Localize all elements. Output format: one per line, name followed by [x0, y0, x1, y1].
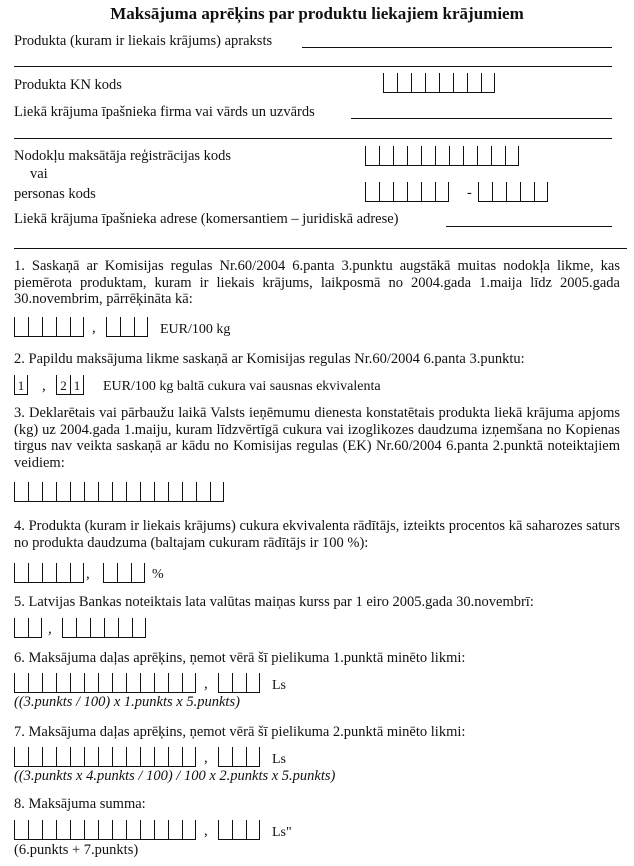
digit-cell[interactable] [132, 618, 146, 638]
digit-cell[interactable] [393, 146, 407, 166]
item-4-comma: , [86, 566, 90, 582]
digit-cell[interactable] [140, 747, 154, 767]
digit-cell[interactable] [439, 73, 453, 93]
product-description-label: Produkta (kuram ir liekais krājums) apraksts [14, 33, 273, 49]
digit-cell[interactable] [131, 563, 145, 583]
digit-cell[interactable] [126, 673, 140, 693]
digit-cell[interactable] [98, 482, 112, 502]
digit-cell[interactable] [246, 673, 260, 693]
item-1-unit: EUR/100 kg [160, 322, 231, 337]
digit-cell[interactable] [14, 563, 28, 583]
item-7-text: 7. Maksājuma daļas aprēķins, ņemot vērā šī pielikuma 2.punktā minēto likmi: [14, 724, 466, 740]
digit-cell[interactable] [435, 146, 449, 166]
digit-cell[interactable] [246, 820, 260, 840]
digit-cell[interactable] [196, 482, 210, 502]
digit-cell[interactable] [70, 747, 84, 767]
digit-cell[interactable] [104, 618, 118, 638]
digit-cell[interactable] [112, 820, 126, 840]
item-3-boxes[interactable] [14, 482, 224, 502]
digit-cell[interactable] [168, 482, 182, 502]
digit-cell[interactable] [42, 317, 56, 337]
digit-cell[interactable] [84, 747, 98, 767]
digit-cell[interactable] [42, 673, 56, 693]
digit-cell[interactable] [182, 482, 196, 502]
item-6-text: 6. Maksājuma daļas aprēķins, ņemot vērā šī pielikuma 1.punktā minēto likmi: [14, 650, 466, 666]
or-label: vai [30, 166, 48, 182]
owner-name-line-2[interactable] [14, 138, 612, 139]
digit-cell[interactable] [103, 563, 117, 583]
digit-cell[interactable] [467, 73, 481, 93]
item-2-unit: EUR/100 kg baltā cukura vai sausnas ekvivalenta [103, 379, 381, 394]
item-6-unit: Ls [272, 678, 286, 693]
form-title: Maksājuma aprēķins par produktu liekajiem krājumiem [110, 4, 524, 23]
item-6-dec-boxes[interactable] [218, 673, 260, 693]
item-4-dec-boxes[interactable] [103, 563, 145, 583]
digit-cell[interactable] [112, 482, 126, 502]
digit-cell[interactable]: 2 [56, 375, 70, 395]
digit-cell[interactable] [379, 182, 393, 202]
item-4-unit: % [152, 567, 164, 582]
item-7-int-boxes[interactable] [14, 747, 196, 767]
digit-cell[interactable] [14, 673, 28, 693]
owner-address-line-2[interactable] [14, 248, 627, 249]
item-5-text: 5. Latvijas Bankas noteiktais lata valūtas maiņas kurss par 1 eiro 2005.gada 30.novembrī: [14, 594, 534, 610]
digit-cell[interactable] [534, 182, 548, 202]
digit-cell[interactable] [210, 482, 224, 502]
digit-cell[interactable] [28, 747, 42, 767]
item-5-int-boxes[interactable] [14, 618, 42, 638]
item-7-comma: , [204, 750, 208, 766]
digit-cell[interactable] [84, 820, 98, 840]
digit-cell[interactable] [28, 317, 42, 337]
item-5-comma: , [48, 621, 52, 637]
item-6-comma: , [204, 676, 208, 692]
owner-address-line[interactable] [446, 226, 612, 227]
item-8-int-boxes[interactable] [14, 820, 196, 840]
digit-cell[interactable] [421, 182, 435, 202]
item-1-dec-boxes[interactable] [106, 317, 148, 337]
digit-cell[interactable] [154, 673, 168, 693]
digit-cell[interactable] [14, 820, 28, 840]
digit-cell[interactable] [62, 618, 76, 638]
digit-cell[interactable] [126, 482, 140, 502]
digit-cell[interactable] [505, 146, 519, 166]
item-8-text: 8. Maksājuma summa: [14, 796, 146, 812]
digit-cell[interactable] [70, 563, 84, 583]
item-5-dec-boxes[interactable] [62, 618, 146, 638]
digit-cell[interactable] [14, 482, 28, 502]
digit-cell[interactable] [28, 673, 42, 693]
item-1-int-boxes[interactable] [14, 317, 84, 337]
digit-cell[interactable] [56, 317, 70, 337]
digit-cell[interactable] [407, 146, 421, 166]
product-description-line-2[interactable] [14, 66, 612, 67]
digit-cell[interactable] [182, 673, 196, 693]
digit-cell[interactable] [154, 820, 168, 840]
digit-cell[interactable] [481, 73, 495, 93]
digit-cell[interactable] [14, 618, 28, 638]
digit-cell[interactable] [478, 182, 492, 202]
digit-cell[interactable] [118, 618, 132, 638]
digit-cell[interactable] [28, 618, 42, 638]
item-8-unit: Ls" [272, 825, 292, 840]
digit-cell[interactable] [28, 563, 42, 583]
digit-cell[interactable] [98, 673, 112, 693]
personal-code-dash: - [467, 185, 472, 201]
digit-cell[interactable] [425, 73, 439, 93]
digit-cell[interactable] [365, 146, 379, 166]
digit-cell[interactable] [407, 182, 421, 202]
digit-cell[interactable] [56, 820, 70, 840]
item-4-text: 4. Produkta (kuram ir liekais krājums) cukura ekvivalenta rādītājs, izteikts procentos kā saharozes saturs no produkta daudzuma (baltajam cukuram rādītājs ir 100 %): [14, 518, 620, 551]
digit-cell[interactable] [84, 482, 98, 502]
digit-cell[interactable] [218, 747, 232, 767]
digit-cell[interactable] [168, 747, 182, 767]
digit-cell[interactable] [76, 618, 90, 638]
item-7-formula: ((3.punkts x 4.punkts / 100) / 100 x 2.punkts x 5.punkts) [14, 768, 336, 784]
digit-cell[interactable] [42, 820, 56, 840]
digit-cell[interactable] [435, 182, 449, 202]
item-8-comma: , [204, 823, 208, 839]
digit-cell[interactable] [232, 747, 246, 767]
digit-cell[interactable] [140, 820, 154, 840]
digit-cell[interactable] [56, 747, 70, 767]
digit-cell[interactable] [383, 73, 397, 93]
owner-name-line[interactable] [351, 118, 612, 119]
digit-cell[interactable] [218, 820, 232, 840]
digit-cell[interactable]: 1 [14, 375, 28, 395]
product-description-line[interactable] [302, 47, 612, 48]
digit-cell[interactable] [449, 146, 463, 166]
digit-cell[interactable] [98, 747, 112, 767]
item-2-dec-boxes[interactable] [56, 375, 84, 395]
digit-cell[interactable] [28, 820, 42, 840]
personal-code-label: personas kods [14, 186, 96, 202]
digit-cell[interactable] [56, 563, 70, 583]
digit-cell[interactable] [477, 146, 491, 166]
digit-cell[interactable] [246, 747, 260, 767]
owner-address-label: Liekā krājuma īpašnieka adrese (komersantiem – juridiskā adrese) [14, 211, 399, 227]
item-6-formula: ((3.punkts / 100) x 1.punkts x 5.punkts) [14, 694, 240, 710]
digit-cell[interactable] [120, 317, 134, 337]
digit-cell[interactable] [168, 673, 182, 693]
digit-cell[interactable] [491, 146, 505, 166]
digit-cell[interactable] [492, 182, 506, 202]
item-2-text: 2. Papildu maksājuma likme saskaņā ar Komisijas regulas Nr.60/2004 6.panta 3.punktu: [14, 351, 525, 367]
digit-cell[interactable] [520, 182, 534, 202]
item-6-int-boxes[interactable] [14, 673, 196, 693]
item-8-formula: (6.punkts + 7.punkts) [14, 842, 139, 858]
digit-cell[interactable] [70, 482, 84, 502]
digit-cell[interactable] [112, 673, 126, 693]
item-4-int-boxes[interactable] [14, 563, 84, 583]
personal-code-boxes-a[interactable] [365, 182, 449, 202]
digit-cell[interactable] [14, 747, 28, 767]
digit-cell[interactable] [182, 747, 196, 767]
item-2-comma: , [42, 378, 46, 394]
digit-cell[interactable] [70, 820, 84, 840]
digit-cell[interactable] [126, 820, 140, 840]
tax-code-label: Nodokļu maksātāja reģistrācijas kods [14, 148, 232, 164]
digit-cell[interactable] [70, 317, 84, 337]
digit-cell[interactable] [232, 673, 246, 693]
digit-cell[interactable] [106, 317, 120, 337]
digit-cell[interactable]: 1 [70, 375, 84, 395]
digit-cell[interactable] [90, 618, 104, 638]
digit-cell[interactable] [98, 820, 112, 840]
item-3-text: 3. Deklarētais vai pārbaužu laikā Valsts ieņēmumu dienesta konstatētais produkta liekā krājuma apjoms (kg) uz 2004.gada 1.maiju, kuram līdzvērtīgā cukura vai izoglikozes daudzuma izņemšana no Kopienas tirgus nav veikta saskaņā ar kādu no Komisijas regulas (EK) Nr.60/2004 6.panta 2.punktā noteiktajiem veidiem: [14, 405, 620, 471]
digit-cell[interactable] [411, 73, 425, 93]
digit-cell[interactable] [453, 73, 467, 93]
digit-cell[interactable] [182, 820, 196, 840]
digit-cell[interactable] [112, 747, 126, 767]
tax-code-boxes[interactable] [365, 146, 519, 166]
item-1-comma: , [92, 320, 96, 336]
kn-code-boxes[interactable] [383, 73, 495, 93]
digit-cell[interactable] [232, 820, 246, 840]
kn-code-label: Produkta KN kods [14, 77, 122, 93]
digit-cell[interactable] [56, 673, 70, 693]
item-7-dec-boxes[interactable] [218, 747, 260, 767]
digit-cell[interactable] [140, 673, 154, 693]
digit-cell[interactable] [28, 482, 42, 502]
digit-cell[interactable] [70, 673, 84, 693]
digit-cell[interactable] [218, 673, 232, 693]
digit-cell[interactable] [154, 747, 168, 767]
digit-cell[interactable] [168, 820, 182, 840]
item-8-dec-boxes[interactable] [218, 820, 260, 840]
digit-cell[interactable] [134, 317, 148, 337]
digit-cell[interactable] [84, 673, 98, 693]
digit-cell[interactable] [42, 482, 56, 502]
digit-cell[interactable] [42, 563, 56, 583]
digit-cell[interactable] [126, 747, 140, 767]
item-1-text: 1. Saskaņā ar Komisijas regulas Nr.60/2004 6.panta 3.punktu augstākā muitas nodokļa likme, kas piemērota produktam, kuram ir liekais krājums, laikposmā no 2004.gada 1.maija līdz 2005.gada 30.novembrim, pārrēķināta kā: [14, 258, 620, 307]
digit-cell[interactable] [365, 182, 379, 202]
digit-cell[interactable] [393, 182, 407, 202]
digit-cell[interactable] [379, 146, 393, 166]
item-7-unit: Ls [272, 752, 286, 767]
digit-cell[interactable] [56, 482, 70, 502]
digit-cell[interactable] [42, 747, 56, 767]
digit-cell[interactable] [140, 482, 154, 502]
item-2-int-boxes[interactable] [14, 375, 28, 395]
digit-cell[interactable] [14, 317, 28, 337]
digit-cell[interactable] [463, 146, 477, 166]
digit-cell[interactable] [506, 182, 520, 202]
personal-code-boxes-b[interactable] [478, 182, 548, 202]
digit-cell[interactable] [154, 482, 168, 502]
owner-name-label: Liekā krājuma īpašnieka firma vai vārds un uzvārds [14, 104, 315, 120]
digit-cell[interactable] [397, 73, 411, 93]
digit-cell[interactable] [117, 563, 131, 583]
digit-cell[interactable] [421, 146, 435, 166]
